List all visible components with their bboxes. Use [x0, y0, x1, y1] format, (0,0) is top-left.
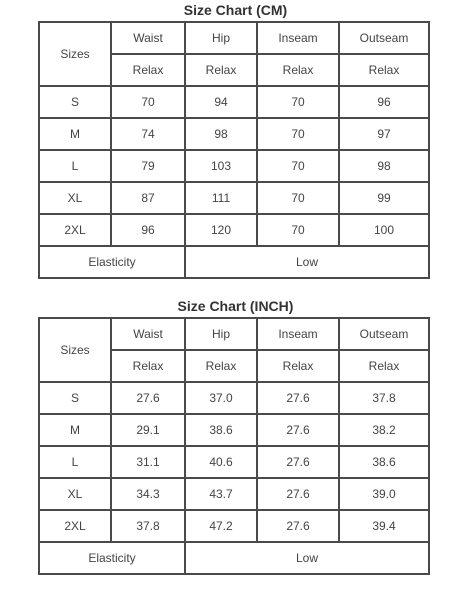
value-cell: 98 [339, 150, 429, 182]
value-cell: 111 [185, 182, 257, 214]
value-cell: 87 [111, 182, 185, 214]
value-cell: 37.8 [339, 382, 429, 414]
table-row [39, 478, 429, 510]
header-row-measures [39, 22, 429, 54]
value-cell: 120 [185, 214, 257, 246]
waist-header-cell: Waist [111, 318, 185, 350]
fit-header-cell: Relax [185, 350, 257, 382]
size-chart-inch-title: Size Chart (INCH) [177, 298, 294, 314]
table-row [39, 382, 429, 414]
value-cell: 38.2 [339, 414, 429, 446]
size-cell: L [39, 446, 111, 478]
size-cell: XL [39, 478, 111, 510]
table-row [39, 446, 429, 478]
value-cell: 27.6 [257, 446, 339, 478]
value-cell: 70 [257, 182, 339, 214]
size-cell: S [39, 86, 111, 118]
value-cell: 79 [111, 150, 185, 182]
value-cell: 94 [185, 86, 257, 118]
size-cell: 2XL [39, 214, 111, 246]
table-row [39, 150, 429, 182]
value-cell: 43.7 [185, 478, 257, 510]
size-chart-cm-table [38, 21, 430, 279]
outseam-header-cell: Outseam [339, 22, 429, 54]
value-cell: 27.6 [257, 510, 339, 542]
sizes-header-cell: Sizes [39, 318, 111, 382]
fit-header-cell: Relax [111, 54, 185, 86]
value-cell: 96 [339, 86, 429, 118]
fit-header-cell: Relax [185, 54, 257, 86]
header-row-measures [39, 318, 429, 350]
value-cell: 39.4 [339, 510, 429, 542]
value-cell: 27.6 [257, 382, 339, 414]
table-row [39, 182, 429, 214]
value-cell: 70 [257, 118, 339, 150]
value-cell: 96 [111, 214, 185, 246]
sizes-header-cell: Sizes [39, 22, 111, 86]
value-cell: 37.0 [185, 382, 257, 414]
elasticity-label-cell: Elasticity [39, 246, 185, 278]
value-cell: 27.6 [257, 478, 339, 510]
inseam-header-cell: Inseam [257, 22, 339, 54]
fit-header-cell: Relax [339, 350, 429, 382]
size-cell: M [39, 118, 111, 150]
fit-header-cell: Relax [257, 350, 339, 382]
value-cell: 99 [339, 182, 429, 214]
value-cell: 70 [111, 86, 185, 118]
outseam-header-cell: Outseam [339, 318, 429, 350]
value-cell: 37.8 [111, 510, 185, 542]
table-row [39, 86, 429, 118]
value-cell: 27.6 [111, 382, 185, 414]
value-cell: 47.2 [185, 510, 257, 542]
size-cell: L [39, 150, 111, 182]
value-cell: 70 [257, 150, 339, 182]
fit-header-cell: Relax [111, 350, 185, 382]
fit-header-cell: Relax [339, 54, 429, 86]
size-chart-cm-title: Size Chart (CM) [183, 2, 288, 18]
table-row [39, 414, 429, 446]
elasticity-value-cell: Low [185, 542, 429, 574]
value-cell: 27.6 [257, 414, 339, 446]
value-cell: 74 [111, 118, 185, 150]
value-cell: 103 [185, 150, 257, 182]
value-cell: 97 [339, 118, 429, 150]
size-cell: S [39, 382, 111, 414]
value-cell: 31.1 [111, 446, 185, 478]
value-cell: 70 [257, 214, 339, 246]
elasticity-label-cell: Elasticity [39, 542, 185, 574]
value-cell: 38.6 [339, 446, 429, 478]
hip-header-cell: Hip [185, 22, 257, 54]
size-cell: XL [39, 182, 111, 214]
elasticity-row [39, 542, 429, 574]
size-cell: 2XL [39, 510, 111, 542]
table-row [39, 214, 429, 246]
value-cell: 38.6 [185, 414, 257, 446]
waist-header-cell: Waist [111, 22, 185, 54]
value-cell: 98 [185, 118, 257, 150]
value-cell: 40.6 [185, 446, 257, 478]
inseam-header-cell: Inseam [257, 318, 339, 350]
hip-header-cell: Hip [185, 318, 257, 350]
elasticity-value-cell: Low [185, 246, 429, 278]
size-chart-inch-table [38, 317, 430, 575]
value-cell: 39.0 [339, 478, 429, 510]
value-cell: 70 [257, 86, 339, 118]
table-row [39, 510, 429, 542]
table-row [39, 118, 429, 150]
elasticity-row [39, 246, 429, 278]
value-cell: 100 [339, 214, 429, 246]
value-cell: 34.3 [111, 478, 185, 510]
size-cell: M [39, 414, 111, 446]
fit-header-cell: Relax [257, 54, 339, 86]
value-cell: 29.1 [111, 414, 185, 446]
